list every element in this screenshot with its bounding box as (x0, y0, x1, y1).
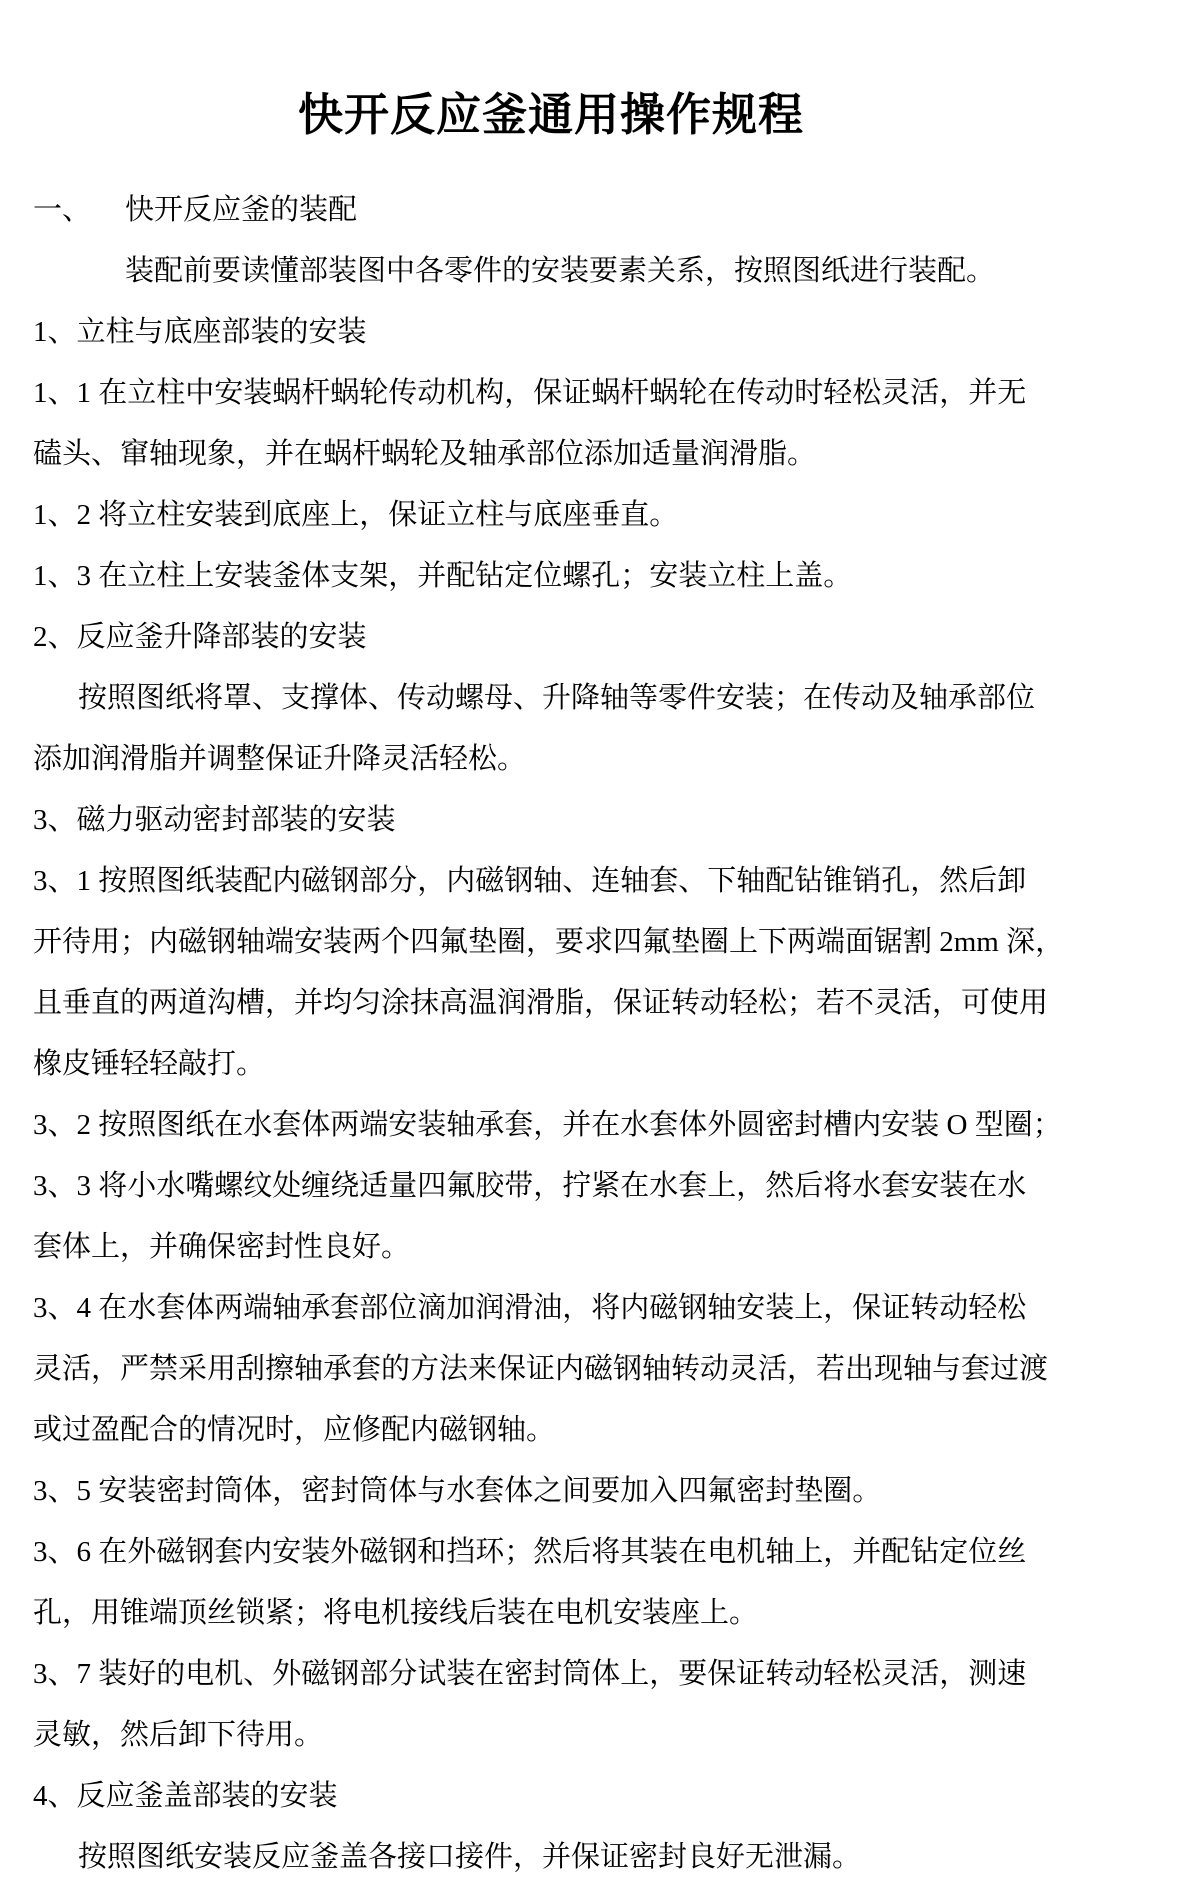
text-line: 1、2 将立柱安装到底座上，保证立柱与底座垂直。 (33, 499, 679, 531)
text-line: 孔，用锥端顶丝锁紧；将电机接线后装在电机安装座上。 (33, 1597, 759, 1629)
text-line (0, 180, 1102, 241)
text-line: 磕头、窜轴现象，并在蜗杆蜗轮及轴承部位添加适量润滑脂。 (33, 438, 817, 470)
list-marker: 一、 (33, 194, 92, 226)
text-line: 且垂直的两道沟槽，并均匀涂抹高温润滑脂，保证转动轻松；若不灵活，可使用 (33, 987, 1049, 1019)
document-body (0, 180, 1102, 1888)
text-line: 3、2 按照图纸在水套体两端安装轴承套，并在水套体外圆密封槽内安装 O 型圈； (33, 1109, 1062, 1141)
text-line: 或过盈配合的情况时，应修配内磁钢轴。 (33, 1414, 556, 1446)
text-line: 3、5 安装密封筒体，密封筒体与水套体之间要加入四氟密封垫圈。 (33, 1475, 882, 1507)
text-line: 按照图纸将罩、支撑体、传动螺母、升降轴等零件安装；在传动及轴承部位 (78, 682, 1036, 714)
text-line: 3、磁力驱动密封部装的安装 (33, 804, 396, 836)
text-line: 开待用；内磁钢轴端安装两个四氟垫圈，要求四氟垫圈上下两端面锯割 2mm 深， (33, 926, 1065, 958)
text-line: 3、4 在水套体两端轴承套部位滴加润滑油，将内磁钢轴安装上，保证转动轻松 (33, 1292, 1027, 1324)
text-line: 2、反应釜升降部装的安装 (33, 621, 367, 653)
text-line: 1、3 在立柱上安装釜体支架，并配钻定位螺孔；安装立柱上盖。 (33, 560, 853, 592)
text-line: 按照图纸安装反应釜盖各接口接件，并保证密封良好无泄漏。 (78, 1841, 862, 1873)
text-line: 套体上，并确保密封性良好。 (33, 1231, 411, 1263)
heading-text: 快开反应釜的装配 (125, 194, 358, 226)
document-content (0, 90, 1102, 1888)
text-line: 添加润滑脂并调整保证升降灵活轻松。 (33, 743, 527, 775)
text-line: 橡皮锤轻轻敲打。 (33, 1048, 266, 1080)
document-title: 快开反应釜通用操作规程 (297, 90, 804, 140)
text-line: 装配前要读懂部装图中各零件的安装要素关系，按照图纸进行装配。 (125, 255, 996, 287)
text-line: 灵活，严禁采用刮擦轴承套的方法来保证内磁钢轴转动灵活，若出现轴与套过渡 (33, 1353, 1049, 1385)
text-line: 3、7 装好的电机、外磁钢部分试装在密封筒体上，要保证转动轻松灵活，测速 (33, 1658, 1027, 1690)
text-line: 1、立柱与底座部装的安装 (33, 316, 367, 348)
text-line: 灵敏，然后卸下待用。 (33, 1719, 324, 1751)
text-line: 3、6 在外磁钢套内安装外磁钢和挡环；然后将其装在电机轴上，并配钻定位丝 (33, 1536, 1027, 1568)
text-line: 3、3 将小水嘴螺纹处缠绕适量四氟胶带，拧紧在水套上，然后将水套安装在水 (33, 1170, 1027, 1202)
text-line: 3、1 按照图纸装配内磁钢部分，内磁钢轴、连轴套、下轴配钻锥销孔，然后卸 (33, 865, 1027, 897)
text-line: 4、反应釜盖部装的安装 (33, 1780, 338, 1812)
text-line: 1、1 在立柱中安装蜗杆蜗轮传动机构，保证蜗杆蜗轮在传动时轻松灵活，并无 (33, 377, 1027, 409)
